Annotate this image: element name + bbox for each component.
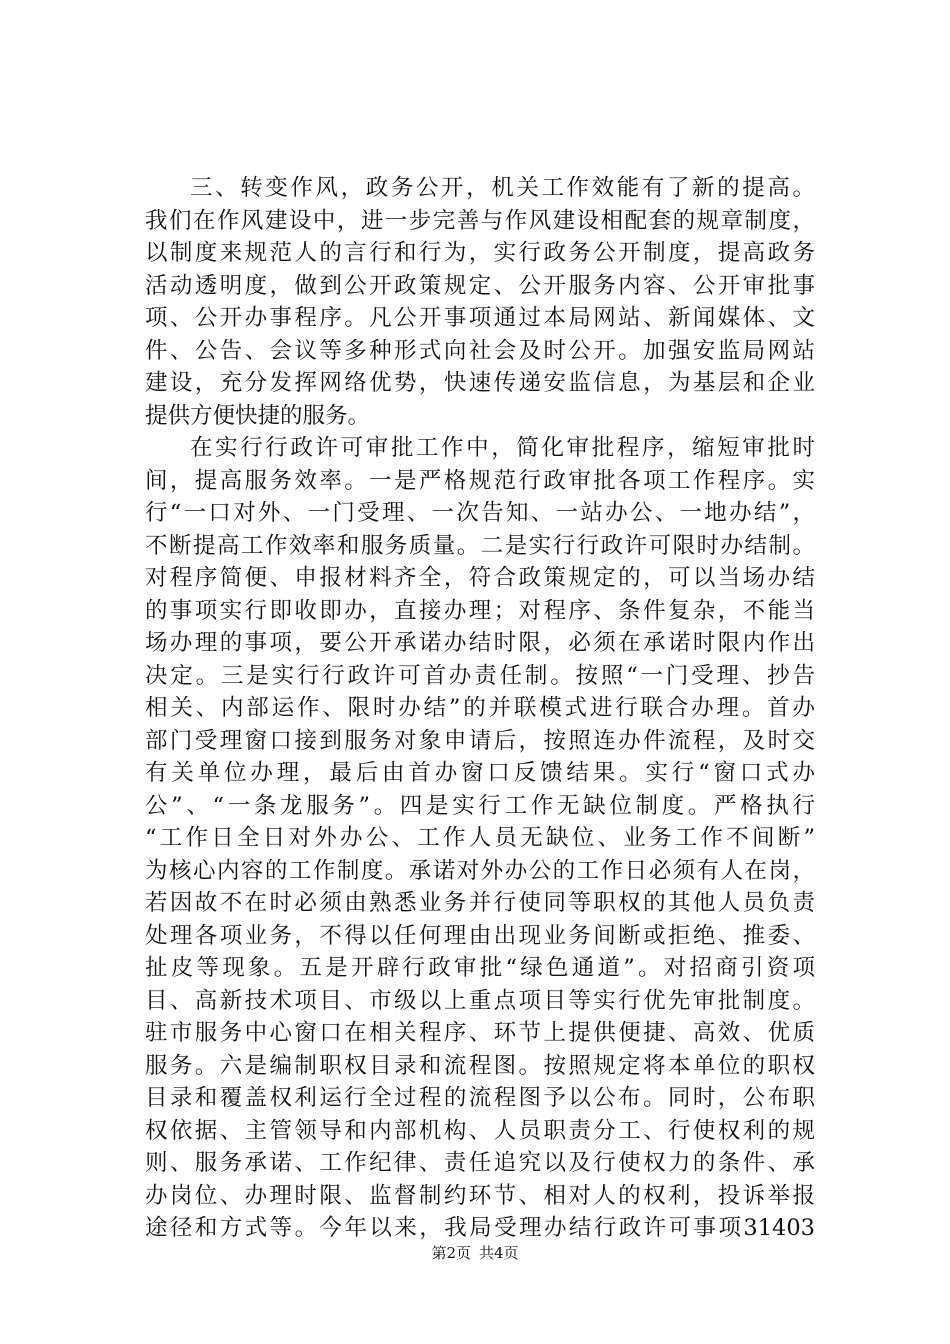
text-line: 则、服务承诺、工作纪律、责任追究以及行使权力的条件、承 xyxy=(145,1150,815,1176)
text-line: 途径和方式等。今年以来，我局受理办结行政许可事项31403 xyxy=(145,1215,815,1241)
text-line: 活动透明度，做到公开政策规定、公开服务内容、公开审批事 xyxy=(145,272,815,299)
text-line: 对程序简便、申报材料齐全，符合政策规定的，可以当场办结 xyxy=(145,565,815,591)
text-line: 驻市服务中心窗口在相关程序、环节上提供便捷、高效、优质 xyxy=(145,1020,815,1046)
text-line: 以制度来规范人的言行和行为，实行政务公开制度，提高政务 xyxy=(145,240,815,266)
page-total: 共4页 xyxy=(479,1244,519,1262)
text-line: 有关单位办理，最后由首办窗口反馈结果。实行“窗口式办 xyxy=(145,760,815,786)
text-line: “工作日全日对外办公、工作人员无缺位、业务工作不间断” xyxy=(145,825,815,851)
text-line: 服务。六是编制职权目录和流程图。按照规定将本单位的职权 xyxy=(145,1052,815,1079)
text-line: 在实行行政许可审批工作中，简化审批程序，缩短审批时 xyxy=(190,435,815,461)
text-line: 的事项实行即收即办，直接办理；对程序、条件复杂，不能当 xyxy=(145,597,815,624)
text-line: 办岗位、办理时限、监督制约环节、相对人的权利，投诉举报 xyxy=(145,1182,815,1209)
text-line: 若因故不在时必须由熟悉业务并行使同等职权的其他人员负责 xyxy=(145,890,815,916)
text-line: 目录和覆盖权利运行全过程的流程图予以公布。同时，公布职 xyxy=(145,1085,815,1111)
text-line: 不断提高工作效率和服务质量。二是实行行政许可限时办结制。 xyxy=(145,532,815,559)
text-line: 目、高新技术项目、市级以上重点项目等实行优先审批制度。 xyxy=(145,987,815,1014)
text-line: 我们在作风建设中，进一步完善与作风建设相配套的规章制度， xyxy=(145,207,815,234)
document-body xyxy=(145,172,815,1245)
text-line: 场办理的事项，要公开承诺办结时限，必须在承诺时限内作出 xyxy=(145,630,815,656)
text-line: 为核心内容的工作制度。承诺对外办公的工作日必须有人在岗， xyxy=(145,857,815,884)
text-line: 三、转变作风，政务公开，机关工作效能有了新的提高。 xyxy=(190,175,815,201)
text-line: 项、公开办事程序。凡公开事项通过本局网站、新闻媒体、文 xyxy=(145,305,815,331)
text-line: 提供方便快捷的服务。 xyxy=(145,402,371,429)
text-line: 扯皮等现象。五是开辟行政审批“绿色通道”。对招商引资项 xyxy=(145,955,815,981)
text-line: 决定。三是实行行政许可首办责任制。按照“一门受理、抄告 xyxy=(145,662,815,689)
text-line: 间，提高服务效率。一是严格规范行政审批各项工作程序。实 xyxy=(145,467,815,494)
text-line: 行“一口对外、一门受理、一次告知、一站办公、一地办结”， xyxy=(145,500,815,526)
text-line: 相关、内部运作、限时办结”的并联模式进行联合办理。首办 xyxy=(145,695,815,721)
text-line: 部门受理窗口接到服务对象申请后，按照连办件流程，及时交 xyxy=(145,727,815,754)
text-line: 件、公告、会议等多种形式向社会及时公开。加强安监局网站 xyxy=(145,337,815,364)
text-line: 公”、“一条龙服务”。四是实行工作无缺位制度。严格执行 xyxy=(145,792,815,819)
page-footer xyxy=(0,1243,950,1263)
text-line: 权依据、主管领导和内部机构、人员职责分工、行使权利的规 xyxy=(145,1117,815,1144)
page-number: 第2页 xyxy=(431,1244,471,1262)
paragraph-2 xyxy=(145,432,815,1245)
text-line: 处理各项业务，不得以任何理由出现业务间断或拒绝、推委、 xyxy=(145,922,815,949)
paragraph-1 xyxy=(145,172,815,432)
text-line: 建设，充分发挥网络优势，快速传递安监信息，为基层和企业 xyxy=(145,370,815,396)
